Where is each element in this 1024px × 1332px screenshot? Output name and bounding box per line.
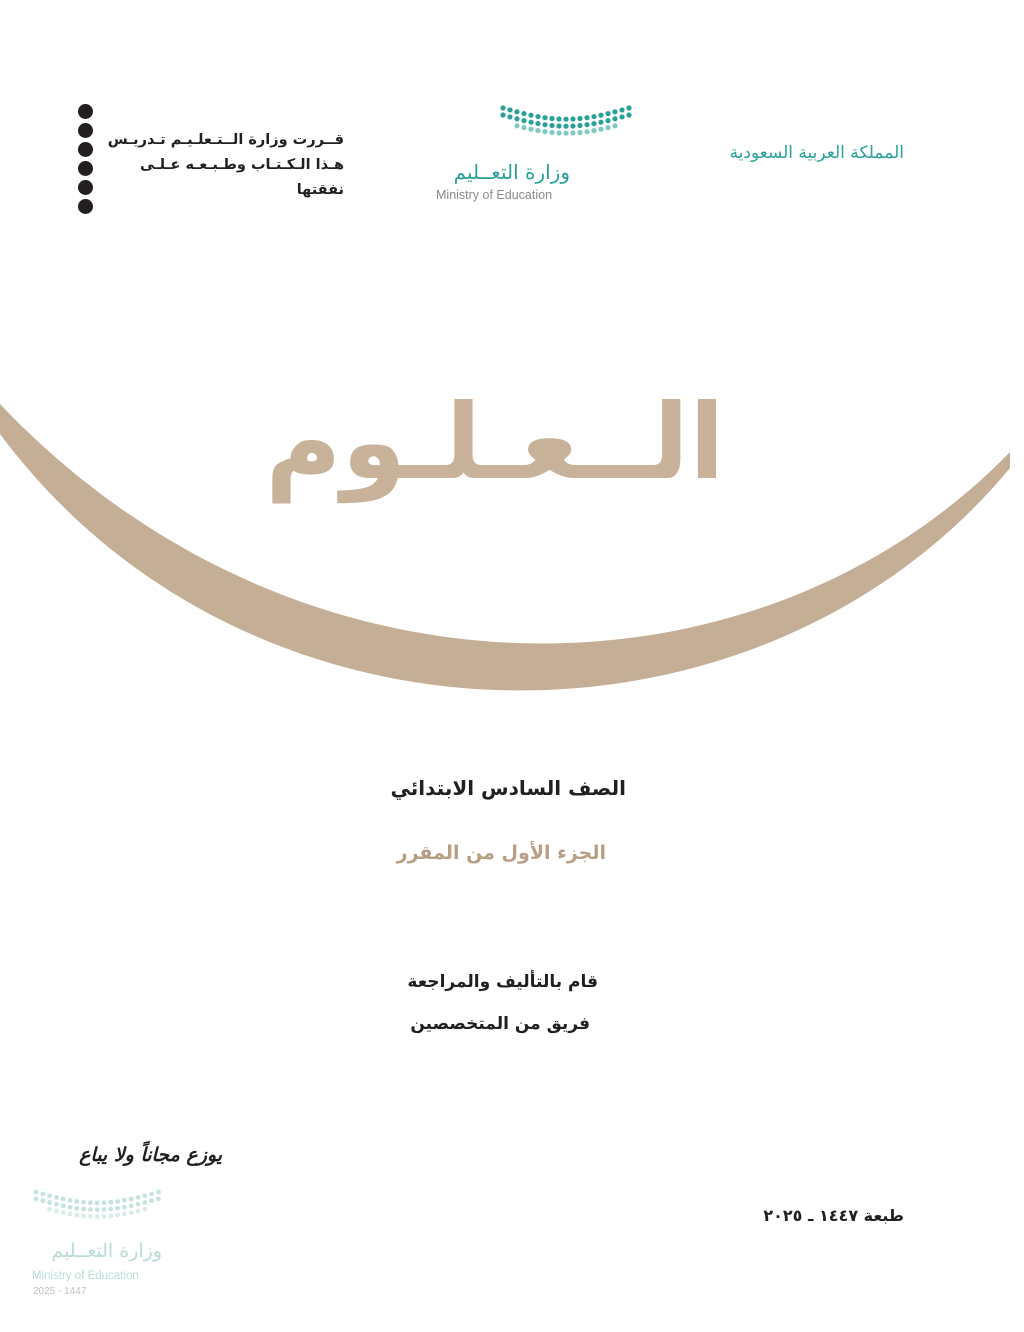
logo-dot xyxy=(591,128,596,133)
logo-dot xyxy=(591,114,596,119)
book-part: الجزء الأول من المقرر xyxy=(396,842,606,864)
logo-dot xyxy=(136,1209,141,1214)
logo-dot xyxy=(577,130,582,135)
logo-dot xyxy=(507,114,512,119)
logo-dot xyxy=(528,127,533,132)
logo-dot xyxy=(129,1197,134,1202)
logo-dot xyxy=(612,116,617,121)
edition: طبعة ١٤٤٧ ـ ٢٠٢٥ xyxy=(763,1206,904,1225)
logo-dot xyxy=(514,123,519,128)
logo-dot xyxy=(570,123,575,128)
logo-dot xyxy=(542,115,547,120)
logo-dot xyxy=(142,1200,147,1205)
ministry-logo-faded-icon xyxy=(30,1188,170,1238)
kingdom-name: المملكة العربية السعودية xyxy=(729,143,904,163)
logo-dot xyxy=(122,1212,127,1217)
logo-dot xyxy=(500,112,505,117)
logo-dot xyxy=(507,107,512,112)
logo-dot xyxy=(619,114,624,119)
logo-dot xyxy=(102,1214,107,1219)
logo-dot xyxy=(102,1200,107,1205)
logo-dot xyxy=(521,125,526,130)
logo-dot xyxy=(535,114,540,119)
logo-dot xyxy=(74,1199,79,1204)
logo-dot xyxy=(108,1200,113,1205)
logo-dot xyxy=(577,116,582,121)
logo-dot xyxy=(626,112,631,117)
logo-dot xyxy=(129,1203,134,1208)
logo-dot xyxy=(605,111,610,116)
logo-dot xyxy=(74,1213,79,1218)
logo-dot xyxy=(115,1213,120,1218)
logo-dot xyxy=(108,1207,113,1212)
logo-dot xyxy=(68,1198,73,1203)
logo-dot xyxy=(54,1209,59,1214)
logo-dot xyxy=(563,117,568,122)
logo-dot xyxy=(156,1196,161,1201)
logo-dot xyxy=(122,1205,127,1210)
logo-dot xyxy=(542,122,547,127)
logo-dot xyxy=(81,1213,86,1218)
logo-dot xyxy=(88,1207,93,1212)
logo-dot xyxy=(61,1210,66,1215)
logo-dot xyxy=(584,122,589,127)
logo-dot xyxy=(122,1198,127,1203)
logo-dot xyxy=(88,1214,93,1219)
logo-dot xyxy=(528,120,533,125)
grade-level: الصف السادس الابتدائي xyxy=(390,776,626,800)
logo-dot xyxy=(142,1193,147,1198)
logo-dot xyxy=(521,118,526,123)
ministry-name-ar-footer: وزارة التعــليم xyxy=(51,1240,162,1262)
free-distribution-note: يوزع مجاناً ولا يباع xyxy=(79,1144,222,1166)
logo-dot xyxy=(156,1190,161,1195)
logo-dot xyxy=(102,1207,107,1212)
decree-line-2: هـذا الـكـتـاب وطـبـعـه عـلـى نفقتها xyxy=(140,157,344,198)
logo-dot xyxy=(68,1205,73,1210)
authors-line-1: قام بالتأليف والمراجعة xyxy=(407,972,598,992)
logo-dot xyxy=(74,1206,79,1211)
logo-dot xyxy=(142,1207,147,1212)
logo-dot xyxy=(612,123,617,128)
logo-dot xyxy=(619,107,624,112)
logo-dot xyxy=(149,1198,154,1203)
logo-dot xyxy=(149,1191,154,1196)
logo-dot xyxy=(47,1200,52,1205)
book-title: الــعـلـوم xyxy=(265,381,725,503)
logo-dot xyxy=(47,1207,52,1212)
ministry-name-en: Ministry of Education xyxy=(436,188,553,202)
logo-dot xyxy=(514,116,519,121)
logo-dot xyxy=(54,1195,59,1200)
ministry-years: 2025 - 1447 xyxy=(33,1286,87,1297)
logo-dot xyxy=(34,1196,39,1201)
logo-dot xyxy=(605,118,610,123)
logo-dot xyxy=(34,1190,39,1195)
logo-dot xyxy=(54,1202,59,1207)
logo-dot xyxy=(95,1214,100,1219)
logo-dot xyxy=(136,1195,141,1200)
logo-dot xyxy=(563,131,568,136)
decree-line-1: قــررت وزارة الــتـعلـيـم تـدريـس xyxy=(107,132,344,148)
logo-dot xyxy=(95,1200,100,1205)
logo-dot xyxy=(556,123,561,128)
logo-dot xyxy=(81,1200,86,1205)
logo-dot xyxy=(612,109,617,114)
logo-dot xyxy=(535,121,540,126)
logo-dot xyxy=(605,125,610,130)
logo-dot xyxy=(95,1207,100,1212)
logo-dot xyxy=(40,1198,45,1203)
decree-text xyxy=(104,128,344,203)
logo-dot xyxy=(115,1206,120,1211)
logo-dot xyxy=(115,1199,120,1204)
logo-dot xyxy=(549,123,554,128)
logo-dot xyxy=(136,1202,141,1207)
logo-dot xyxy=(528,113,533,118)
logo-dot xyxy=(598,113,603,118)
logo-dot xyxy=(570,130,575,135)
logo-dot xyxy=(556,130,561,135)
logo-dot xyxy=(584,129,589,134)
logo-dot xyxy=(549,130,554,135)
logo-dot xyxy=(591,121,596,126)
ministry-name-en-footer: Ministry of Education xyxy=(32,1270,139,1282)
logo-dot xyxy=(88,1200,93,1205)
logo-dot xyxy=(535,128,540,133)
logo-dot xyxy=(563,124,568,129)
logo-dot xyxy=(68,1212,73,1217)
ministry-name-ar: وزارة التعــليم xyxy=(453,160,570,184)
logo-dot xyxy=(61,1203,66,1208)
logo-dot xyxy=(47,1193,52,1198)
logo-dot xyxy=(129,1210,134,1215)
logo-dot xyxy=(514,109,519,114)
logo-dot xyxy=(108,1213,113,1218)
logo-dot xyxy=(626,105,631,110)
logo-dot xyxy=(570,116,575,121)
logo-dot xyxy=(598,120,603,125)
logo-dot xyxy=(40,1191,45,1196)
logo-dot xyxy=(81,1207,86,1212)
authors-line-2: فريق من المتخصصين xyxy=(410,1014,590,1034)
logo-dot xyxy=(521,111,526,116)
logo-dot xyxy=(542,129,547,134)
logo-dot xyxy=(556,116,561,121)
logo-dot xyxy=(61,1197,66,1202)
logo-dot xyxy=(577,123,582,128)
logo-dot xyxy=(584,115,589,120)
decree-dots xyxy=(78,104,98,218)
logo-dot xyxy=(500,105,505,110)
logo-dot xyxy=(598,127,603,132)
logo-dot xyxy=(549,116,554,121)
